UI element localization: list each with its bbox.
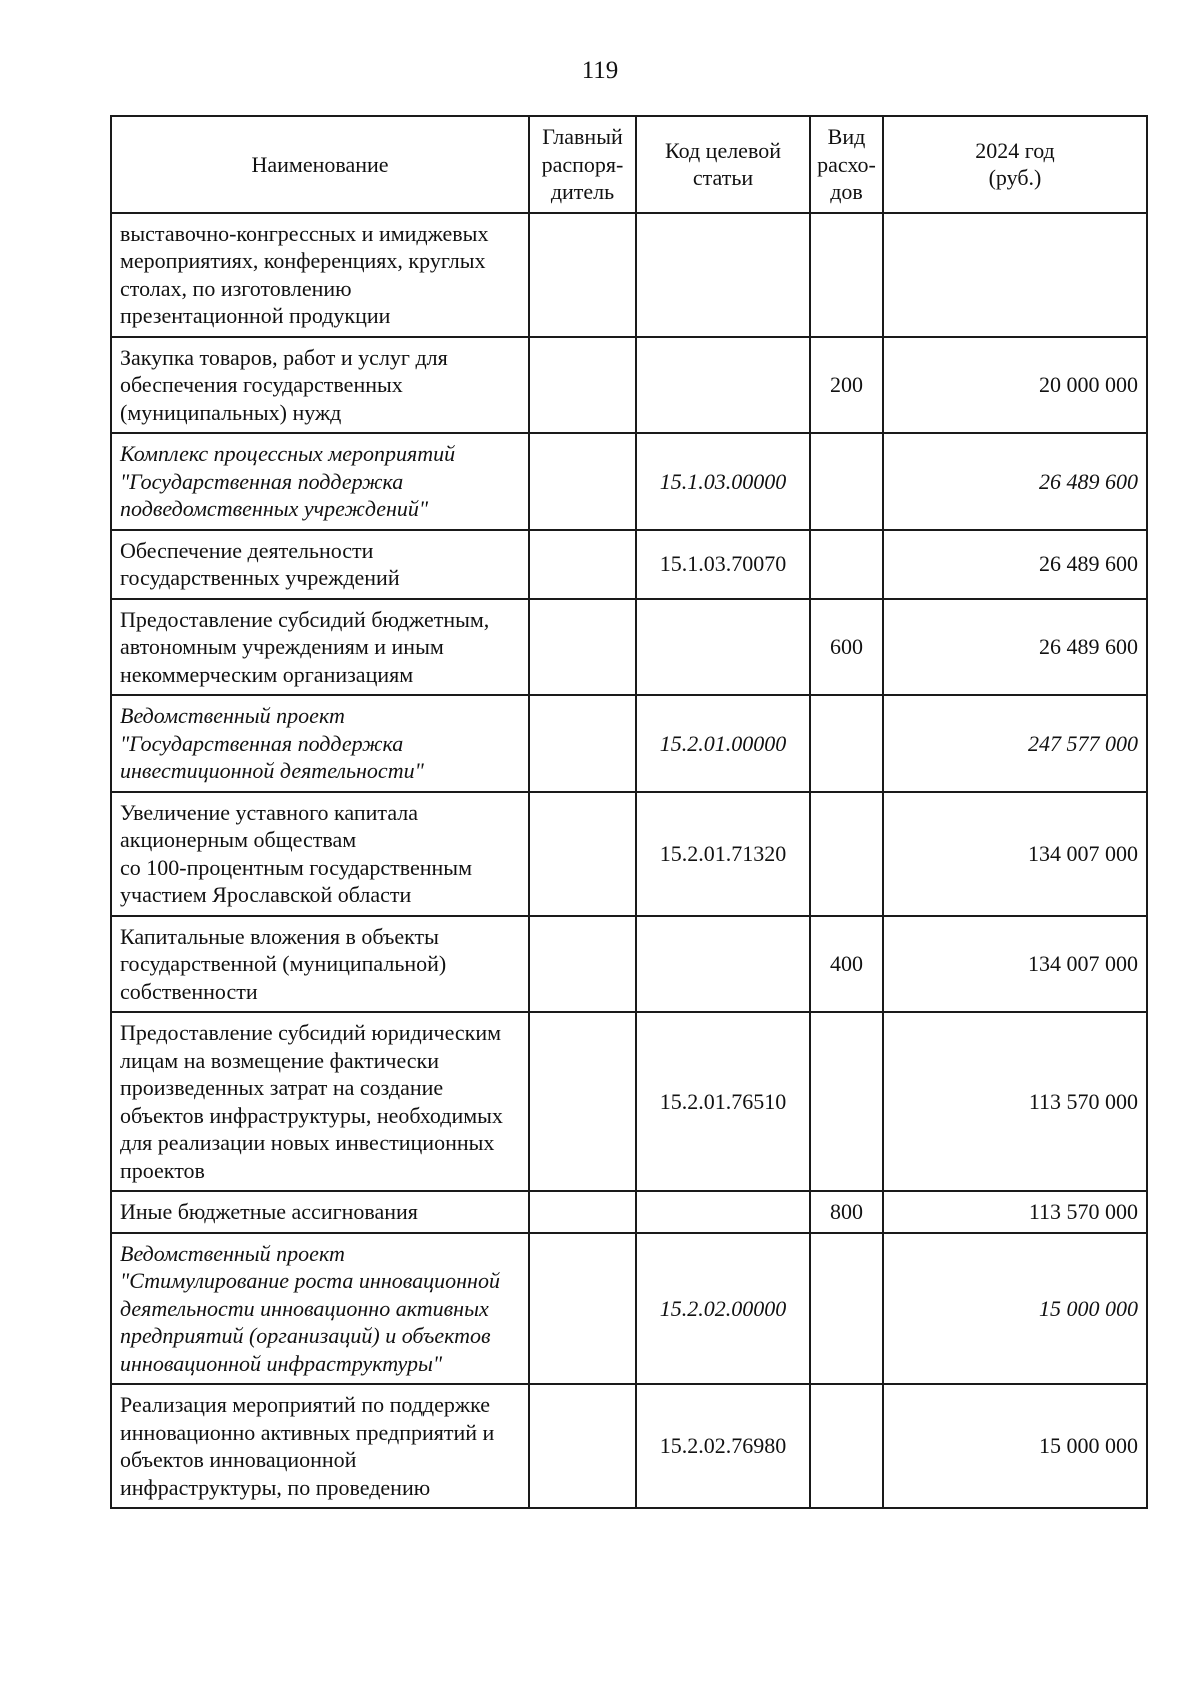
cell-name: Ведомственный проект "Государственная поддержка инвестиционной деятельности" <box>111 695 529 792</box>
cell-admin <box>529 337 636 434</box>
cell-name: выставочно-конгрессных и имиджевых мероприятиях, конференциях, круглых столах, по изготовлению презентационной продукции <box>111 213 529 337</box>
cell-amount: 15 000 000 <box>883 1233 1147 1385</box>
cell-amount: 15 000 000 <box>883 1384 1147 1508</box>
table-row <box>111 213 1147 337</box>
cell-type: 200 <box>810 337 883 434</box>
cell-amount: 134 007 000 <box>883 792 1147 916</box>
cell-name: Предоставление субсидий бюджетным, автономным учреждениям и иным некоммерческим организациям <box>111 599 529 696</box>
cell-amount: 113 570 000 <box>883 1012 1147 1191</box>
cell-name: Ведомственный проект "Стимулирование роста инновационной деятельности инновационно активных предприятий (организаций) и объектов инновационной инфраструктуры" <box>111 1233 529 1385</box>
cell-admin <box>529 1233 636 1385</box>
header-code: Код целевой статьи <box>636 116 810 213</box>
cell-amount: 20 000 000 <box>883 337 1147 434</box>
cell-type <box>810 695 883 792</box>
cell-admin <box>529 1012 636 1191</box>
table-row <box>111 695 1147 792</box>
cell-name: Обеспечение деятельности государственных учреждений <box>111 530 529 599</box>
cell-name: Капитальные вложения в объекты государственной (муниципальной) собственности <box>111 916 529 1013</box>
cell-code: 15.2.02.00000 <box>636 1233 810 1385</box>
table-row <box>111 792 1147 916</box>
table-row <box>111 1384 1147 1508</box>
cell-type <box>810 1012 883 1191</box>
cell-code: 15.2.01.00000 <box>636 695 810 792</box>
header-amount: 2024 год (руб.) <box>883 116 1147 213</box>
cell-name: Увеличение уставного капитала акционерным обществам со 100-процентным государственным участием Ярославской области <box>111 792 529 916</box>
cell-name: Закупка товаров, работ и услуг для обеспечения государственных (муниципальных) нужд <box>111 337 529 434</box>
cell-admin <box>529 530 636 599</box>
cell-name: Иные бюджетные ассигнования <box>111 1191 529 1233</box>
cell-admin <box>529 792 636 916</box>
cell-amount: 26 489 600 <box>883 599 1147 696</box>
cell-type <box>810 1233 883 1385</box>
page-number: 119 <box>581 57 619 84</box>
cell-type <box>810 530 883 599</box>
cell-code <box>636 599 810 696</box>
cell-name: Комплекс процессных мероприятий "Государственная поддержка подведомственных учреждений" <box>111 433 529 530</box>
cell-admin <box>529 433 636 530</box>
cell-name: Предоставление субсидий юридическим лицам на возмещение фактически произведенных затрат на создание объектов инфраструктуры, необходимых для реализации новых инвестиционных проектов <box>111 1012 529 1191</box>
cell-amount <box>883 213 1147 337</box>
cell-type: 600 <box>810 599 883 696</box>
table-body <box>111 213 1147 1509</box>
cell-code <box>636 213 810 337</box>
cell-code: 15.1.03.00000 <box>636 433 810 530</box>
cell-type <box>810 433 883 530</box>
cell-admin <box>529 213 636 337</box>
header-type: Вид расхо- дов <box>810 116 883 213</box>
cell-amount: 113 570 000 <box>883 1191 1147 1233</box>
cell-code: 15.2.02.76980 <box>636 1384 810 1508</box>
cell-code: 15.2.01.76510 <box>636 1012 810 1191</box>
table-row <box>111 530 1147 599</box>
cell-type: 400 <box>810 916 883 1013</box>
table-header-row <box>111 116 1147 213</box>
cell-type <box>810 792 883 916</box>
cell-admin <box>529 695 636 792</box>
table-row <box>111 1191 1147 1233</box>
cell-admin <box>529 1384 636 1508</box>
cell-admin <box>529 916 636 1013</box>
cell-admin <box>529 599 636 696</box>
table-row <box>111 337 1147 434</box>
budget-table <box>110 115 1148 1509</box>
cell-type <box>810 213 883 337</box>
table-row <box>111 1233 1147 1385</box>
cell-code <box>636 1191 810 1233</box>
cell-amount: 134 007 000 <box>883 916 1147 1013</box>
table-row <box>111 433 1147 530</box>
header-name: Наименование <box>111 116 529 213</box>
cell-admin <box>529 1191 636 1233</box>
cell-name: Реализация мероприятий по поддержке инновационно активных предприятий и объектов инновационной инфраструктуры, по проведению <box>111 1384 529 1508</box>
header-admin: Главный распоря- дитель <box>529 116 636 213</box>
cell-type: 800 <box>810 1191 883 1233</box>
table-row <box>111 599 1147 696</box>
table-row <box>111 916 1147 1013</box>
cell-amount: 26 489 600 <box>883 530 1147 599</box>
cell-code <box>636 337 810 434</box>
cell-code: 15.2.01.71320 <box>636 792 810 916</box>
cell-code <box>636 916 810 1013</box>
cell-amount: 26 489 600 <box>883 433 1147 530</box>
cell-type <box>810 1384 883 1508</box>
table-row <box>111 1012 1147 1191</box>
cell-code: 15.1.03.70070 <box>636 530 810 599</box>
cell-amount: 247 577 000 <box>883 695 1147 792</box>
